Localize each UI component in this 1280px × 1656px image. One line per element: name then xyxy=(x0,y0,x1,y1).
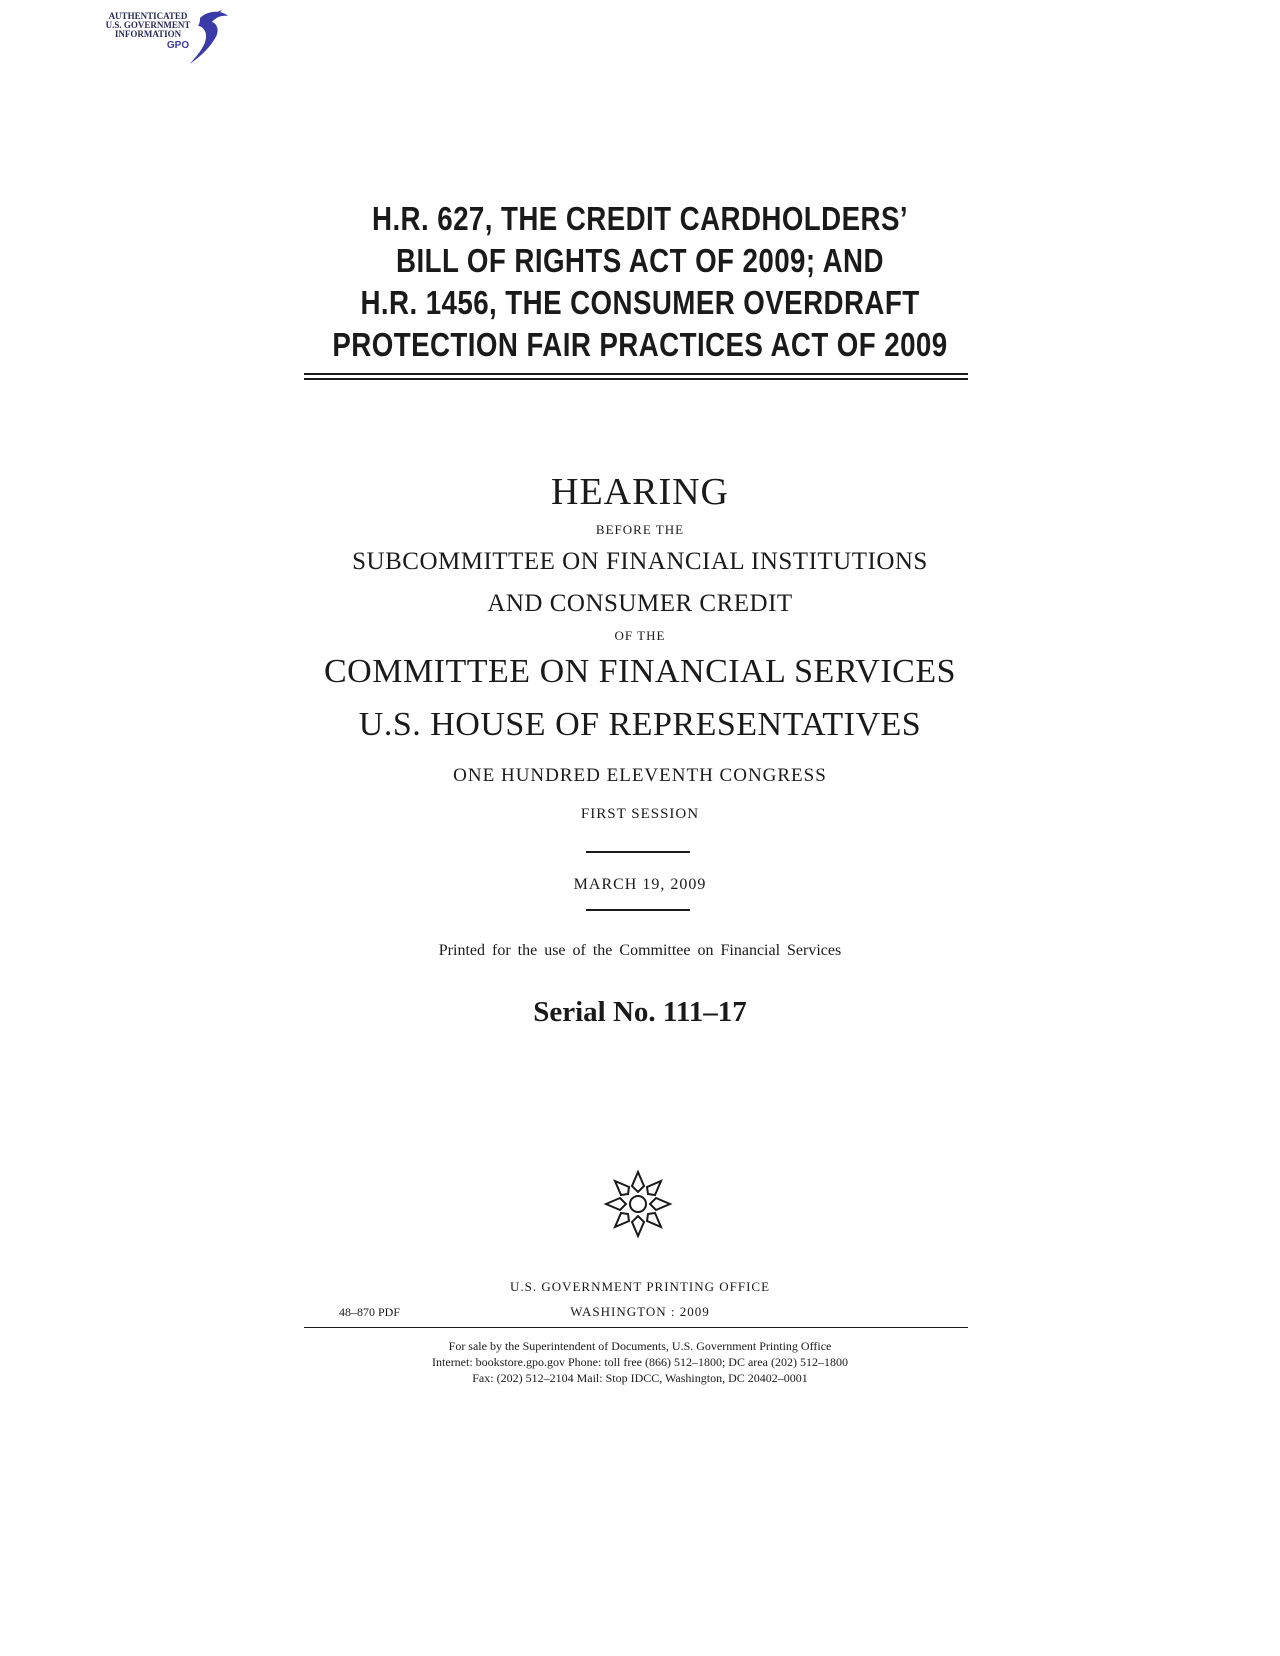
document-title xyxy=(0,198,1280,366)
hearing-heading: HEARING xyxy=(551,471,729,513)
document-number: 48–870 PDF xyxy=(339,1305,401,1319)
title-line: H.R. 627, THE CREDIT CARDHOLDERS’ xyxy=(372,200,908,237)
printed-for: Printed for the use of the Committee on Financial Services xyxy=(438,942,842,959)
footer-contact-line: Internet: bookstore.gpo.gov Phone: toll free (866) 512–1800; DC area (202) 512–1800 xyxy=(432,1355,848,1369)
of-the: OF THE xyxy=(614,628,666,643)
footer-rule xyxy=(304,1327,968,1328)
before-the: BEFORE THE xyxy=(595,522,685,537)
title-line: PROTECTION FAIR PRACTICES ACT OF 2009 xyxy=(332,326,948,363)
seal-line-1: AUTHENTICATED xyxy=(108,11,188,21)
title-rule-bottom xyxy=(304,378,968,380)
footer-sale-line: For sale by the Superintendent of Documents, U.S. Government Printing Office xyxy=(448,1339,832,1353)
title-line: BILL OF RIGHTS ACT OF 2009; AND xyxy=(396,242,884,279)
date-rule-bottom xyxy=(586,909,690,911)
committee-name: COMMITTEE ON FINANCIAL SERVICES xyxy=(323,653,956,690)
gpo-star-ornament-icon xyxy=(602,1168,674,1240)
printing-office: U.S. GOVERNMENT PRINTING OFFICE xyxy=(509,1279,771,1294)
gpo-eagle-seal-icon xyxy=(100,6,240,76)
title-rule-top xyxy=(304,373,968,375)
congress: ONE HUNDRED ELEVENTH CONGRESS xyxy=(453,765,827,786)
serial-number: Serial No. 111–17 xyxy=(533,996,747,1028)
hearing-date: MARCH 19, 2009 xyxy=(573,876,707,893)
footer-mail-line: Fax: (202) 512–2104 Mail: Stop IDCC, Washington, DC 20402–0001 xyxy=(472,1371,808,1385)
subcommittee-line-2: AND CONSUMER CREDIT xyxy=(487,590,793,617)
gpo-authentication-seal xyxy=(100,6,240,76)
seal-line-3: INFORMATION xyxy=(114,29,182,39)
subcommittee-line-1: SUBCOMMITTEE ON FINANCIAL INSTITUTIONS xyxy=(352,548,928,575)
seal-mark: GPO xyxy=(166,40,190,51)
seal-line-2: U.S. GOVERNMENT xyxy=(105,20,191,30)
date-rule-top xyxy=(586,851,690,853)
place-year: WASHINGTON : 2009 xyxy=(570,1304,710,1319)
title-line: H.R. 1456, THE CONSUMER OVERDRAFT xyxy=(360,284,920,321)
session: FIRST SESSION xyxy=(580,806,700,822)
house-name: U.S. HOUSE OF REPRESENTATIVES xyxy=(358,706,922,743)
